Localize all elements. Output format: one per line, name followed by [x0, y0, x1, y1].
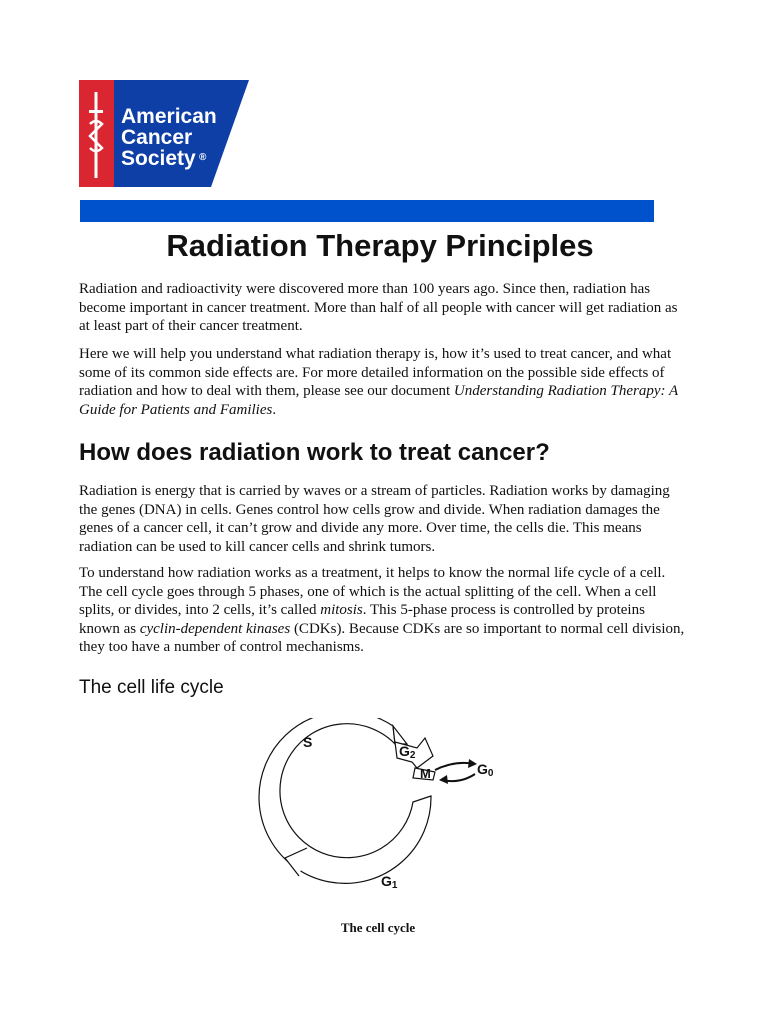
acs-logo [79, 80, 249, 187]
section-heading-how-radiation-works: How does radiation work to treat cancer? [79, 439, 550, 466]
document-title-reference: Understanding Radiation Therapy: A Guide for Patients and Families [79, 383, 678, 418]
phase-label-s: S [303, 734, 313, 750]
header-accent-bar [80, 200, 654, 222]
logo-line-2: Cancer [121, 126, 193, 149]
phase-label-m: M [420, 766, 431, 781]
cell-cycle-diagram [255, 718, 505, 908]
cycle-arrow-s-g2 [393, 726, 407, 744]
page-title: Radiation Therapy Principles [166, 228, 594, 263]
diagram-caption: The cell cycle [340, 920, 416, 935]
section-heading-cell-life-cycle: The cell life cycle [79, 677, 224, 698]
logo-registered-mark: ® [199, 152, 207, 163]
logo-line-3: Society [121, 147, 196, 170]
section1-paragraph-2: To understand how radiation works as a treatment, it helps to know the normal life cycle of a cell. The cell cycle goes through 5 phases, one of which is the actual splitting of the cell. When a cell splits, or divides, into 2 cells, it’s called mitosis. This 5-phase process is controlled by proteins known as cyclin-dependent kinases (CDKs). Because CDKs are so important to normal cell division, they too have a number of control mechanisms. [79, 565, 685, 655]
phase-label-g0: G0 [477, 761, 494, 779]
term-mitosis: mitosis [320, 602, 363, 618]
logo-line-1: American [121, 105, 217, 128]
phase-label-g2: G2 [399, 743, 416, 761]
section1-paragraph-1: Radiation is energy that is carried by waves or a stream of particles. Radiation works by damaging the genes (DNA) in cells. Genes control how cells grow and divide. When radiation damages the genes of a cancer cell, it can’t grow and divide any more. Over time, the cells die. This means radiation can be used to kill cancer cells and shrink tumors. [79, 483, 670, 555]
intro-paragraph-1: Radiation and radioactivity were discovered more than 100 years ago. Since then, radiation has become important in cancer treatment. More than half of all people with cancer will get radiation as at least part of their cancer treatment. [79, 281, 678, 334]
intro-paragraph-2: Here we will help you understand what radiation therapy is, how it’s used to treat cancer, and what some of its common side effects are. For more detailed information on the possible side effects of radiation and how to deal with them, please see our document Understanding Radiation Therapy: A Guide for Patients and Families. [79, 346, 678, 418]
term-cdk: cyclin-dependent kinases [139, 620, 291, 637]
phase-label-g1: G1 [381, 873, 398, 891]
